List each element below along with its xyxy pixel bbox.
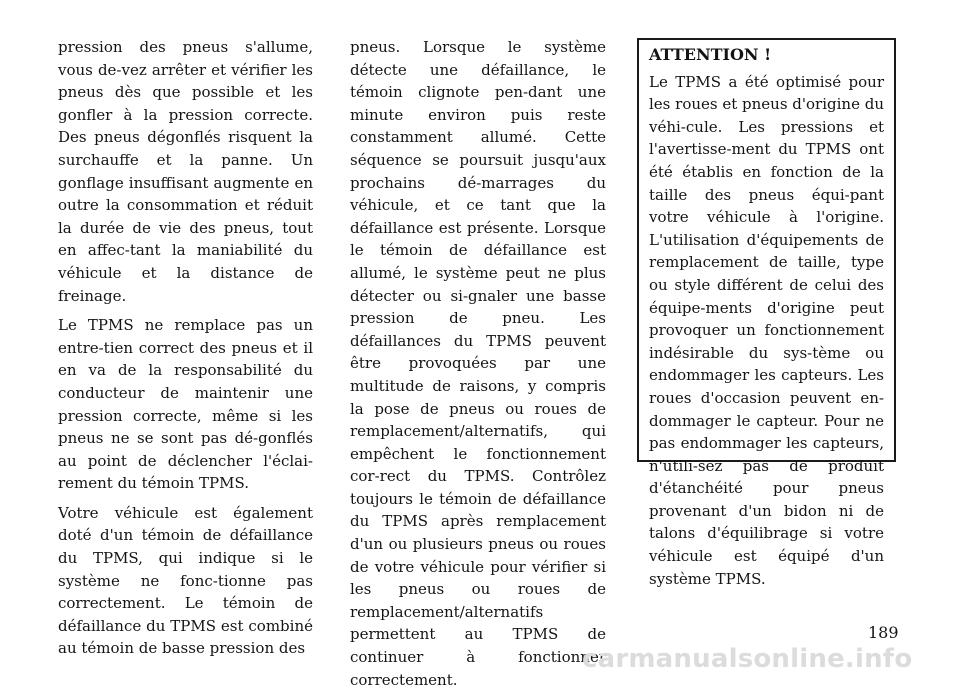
- watermark-logo: carmanualsonline.info: [582, 644, 913, 674]
- paragraph-tpms-maintenance: Le TPMS ne remplace pas un entre-tien correct des pneus et il en va de la responsabilité du conducteur de maintenir une pression correcte, même si les pneus ne se sont pas dé-gonflés au point de déclencher l'éclai-rement du témoin TPMS.: [58, 316, 313, 493]
- left-text-column: [58, 36, 313, 667]
- middle-text-column: [350, 36, 606, 698]
- warning-title: ATTENTION !: [649, 45, 772, 64]
- warning-box: [637, 38, 896, 588]
- paragraph-tire-pressure-warning: pression des pneus s'allume, vous de-vez arrêter et vérifier les pneus dès que possible et les gonfler à la pression correcte. Des pneus dégonflés risquent la surchauffe et la panne. Un gonflage insuffisant augmente en outre la consommation et réduit la durée de vie des pneus, tout en affec-tant la maniabilité du véhicule et la distance de freinage.: [58, 38, 313, 305]
- warning-body: Le TPMS a été optimisé pour les roues et pneus d'origine du véhi-cule. Les pressions et l'avertisse-ment du TPMS ont été établis en fonction de la taille des pneus équi-pant votre véhicule à l'origine. L'utilisation d'équipements de remplacement de taille, type ou style différent de celui des équipe-ments d'origine peut provoquer un fonctionnement indésirable du sys-tème ou endommager les capteurs. Les roues d'occasion peuvent en-dommager le capteur. Pour ne pas endommager les capteurs, n'utili-sez pas de produit d'étanchéité pour pneus provenant d'un bidon ni de talons d'équilibrage si votre véhicule est équipé d'un système TPMS.: [649, 72, 884, 588]
- page-number: 189: [868, 623, 899, 642]
- paragraph-malfunction-sequence: pneus. Lorsque le système détecte une défaillance, le témoin clignote pen-dant une minute environ puis reste constamment allumé. Cette séquence se poursuit jusqu'aux prochains dé-marrages du véhicule, et ce tant que la défaillance est présente. Lorsque le témoin de défaillance est allumé, le système peut ne plus détecter ou si-gnaler une basse pression de pneu. Les défaillances du TPMS peuvent être provoquées par une multitude de raisons, y compris la pose de pneus ou roues de remplacement/alternatifs, qui empêchent le fonctionnement cor-rect du TPMS. Contrôlez toujours le témoin de défaillance du TPMS après remplacement d'un ou plusieurs pneus ou roues de votre véhicule pour vérifier si les pneus ou roues de remplacement/alternatifs permettent au TPMS de continuer à fonctionner correctement.: [350, 38, 606, 689]
- paragraph-tpms-malfunction-indicator: Votre véhicule est également doté d'un témoin de défaillance du TPMS, qui indique si le système ne fonc-tionne pas correctement. Le témoin de défaillance du TPMS est combiné au témoin de basse pression des: [58, 503, 313, 658]
